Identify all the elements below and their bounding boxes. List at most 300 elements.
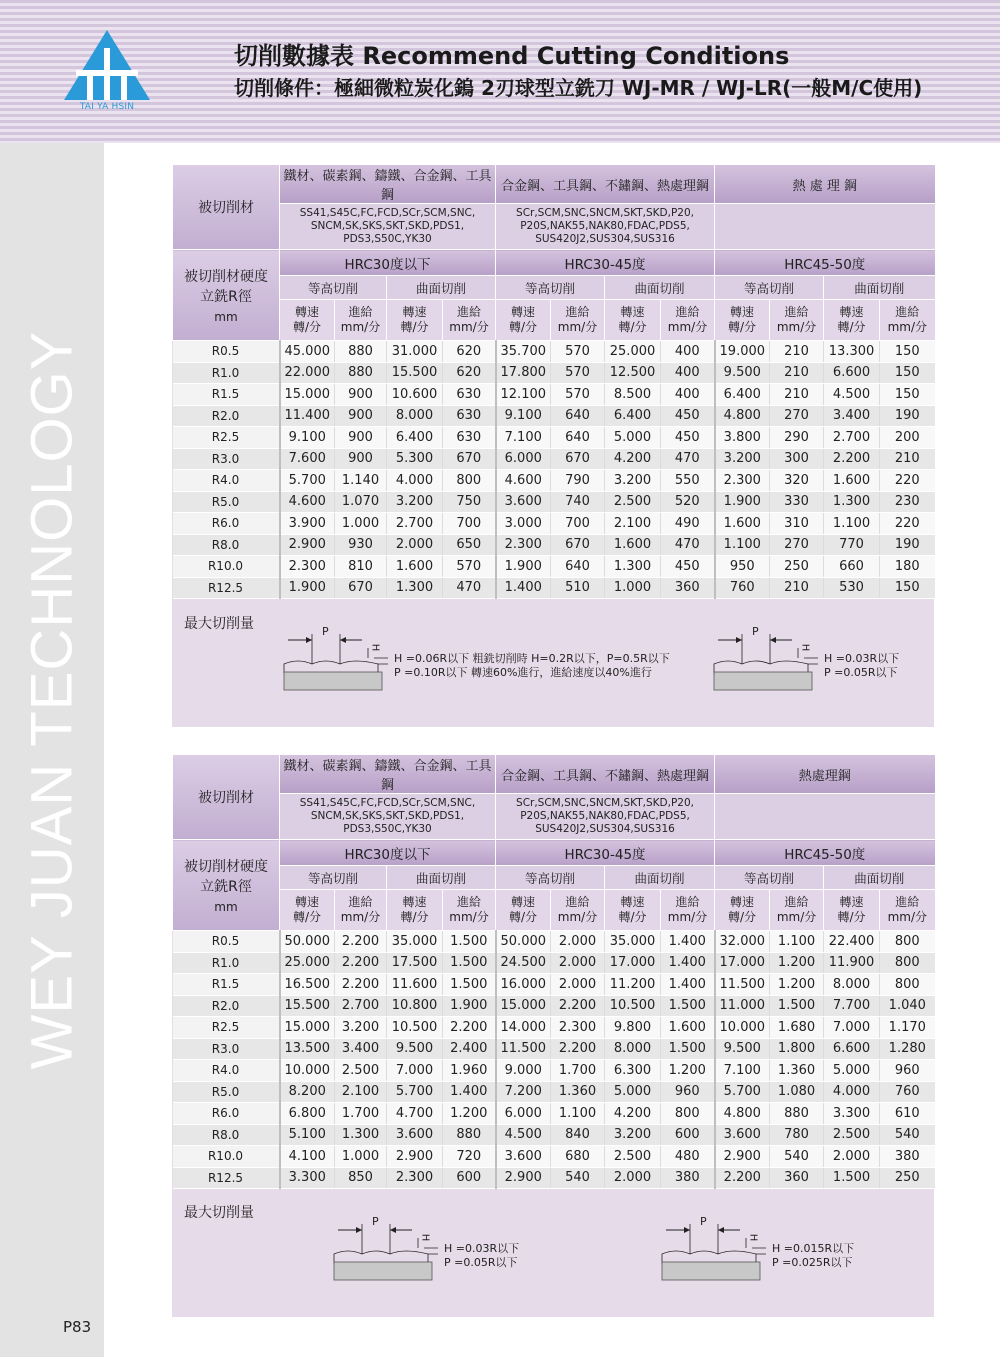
material-group-name: 合金鋼、工具鋼、不鏽鋼、熱處理鋼: [496, 165, 715, 204]
speed-cell: 14.000: [496, 1017, 551, 1039]
speed-cell: 8.000: [824, 974, 880, 996]
feed-cell: 1.200: [443, 1103, 496, 1125]
unit-measure: 轉/分: [400, 910, 429, 924]
speed-cell: 16.500: [280, 974, 335, 996]
feed-cell: 790: [551, 470, 605, 492]
speed-cell: 7.700: [824, 995, 880, 1017]
feed-cell: 800: [880, 931, 935, 953]
speed-cell: 10.500: [605, 995, 661, 1017]
feed-cell: 680: [551, 1146, 605, 1168]
speed-cell: 8.500: [605, 384, 661, 406]
max-cut-diagram-right: [708, 625, 900, 700]
diagram-p-label: P: [322, 625, 329, 638]
company-logo: [62, 28, 152, 108]
unit-name: 進給: [675, 895, 700, 909]
feed-cell: 250: [770, 556, 824, 578]
feed-cell: 150: [880, 577, 935, 599]
radius-label: R2.5: [173, 1017, 280, 1039]
feed-cell: 670: [551, 534, 605, 556]
unit-measure: 轉/分: [508, 320, 538, 334]
feed-cell: 640: [551, 405, 605, 427]
speed-cell: 1.000: [605, 577, 661, 599]
speed-cell: 3.600: [496, 491, 551, 513]
feed-cell: 810: [335, 556, 387, 578]
feed-cell: 2.200: [551, 995, 605, 1017]
hardness-range: HRC45-50度: [715, 250, 935, 276]
radius-label: R6.0: [173, 1103, 280, 1125]
radius-label: R5.0: [173, 1081, 280, 1103]
feed-cell: 2.000: [551, 931, 605, 953]
speed-cell: 31.000: [387, 341, 443, 363]
feed-cell: 1.500: [661, 1038, 715, 1060]
feed-cell: 570: [551, 362, 605, 384]
feed-cell: 1.500: [443, 931, 496, 953]
unit-header: [880, 300, 935, 341]
unit-measure: mm/分: [667, 910, 708, 924]
feed-cell: 200: [880, 427, 935, 449]
hardness-label-line: 立銑R徑: [200, 289, 252, 305]
table-row: [173, 1060, 935, 1082]
speed-cell: 12.100: [496, 384, 551, 406]
cutting-table-section-1: [172, 165, 934, 727]
speed-cell: 3.000: [496, 513, 551, 535]
material-group-name: 鐵材、碳素鋼、鑄鐵、合金鋼、工具鋼: [280, 165, 496, 204]
feed-cell: 1.700: [551, 1060, 605, 1082]
feed-cell: 450: [661, 556, 715, 578]
feed-cell: 2.100: [335, 1081, 387, 1103]
max-cut-note: [444, 1242, 519, 1270]
table-row: [173, 1017, 935, 1039]
material-spec-row: [173, 204, 935, 250]
feed-cell: 2.000: [551, 952, 605, 974]
speed-cell: 770: [824, 534, 880, 556]
cut-type: 曲面切削: [387, 276, 496, 300]
table-row: [173, 384, 935, 406]
cut-profile-diagram: [708, 628, 818, 696]
unit-name: 進給: [348, 895, 373, 909]
feed-cell: 650: [443, 534, 496, 556]
feed-cell: 540: [551, 1167, 605, 1189]
feed-cell: 620: [443, 341, 496, 363]
speed-cell: 7.000: [824, 1017, 880, 1039]
feed-cell: 3.200: [335, 1017, 387, 1039]
speed-cell: 950: [715, 556, 770, 578]
unit-measure: mm/分: [449, 320, 489, 334]
vertical-brand-text: WEY JUAN TECHNOLOGY: [19, 330, 85, 1070]
feed-cell: 2.200: [551, 1038, 605, 1060]
diagram-p-label: P: [372, 1215, 379, 1228]
table-row: [173, 556, 935, 578]
page-title: 切削數據表 Recommend Cutting Conditions: [234, 42, 790, 70]
hardness-label-line: mm: [214, 310, 238, 324]
speed-cell: 15.500: [387, 362, 443, 384]
unit-header: [496, 300, 551, 341]
unit-name: 轉速: [730, 895, 755, 909]
speed-cell: 1.900: [280, 577, 335, 599]
hardness-range: HRC30-45度: [496, 250, 715, 276]
feed-cell: 1.170: [880, 1017, 935, 1039]
material-spec: [280, 794, 496, 840]
speed-cell: 5.700: [280, 470, 335, 492]
table-row: [173, 534, 935, 556]
radius-label: R0.5: [173, 931, 280, 953]
feed-cell: 180: [880, 556, 935, 578]
feed-cell: 620: [443, 362, 496, 384]
unit-header: [661, 890, 715, 931]
feed-cell: 1.500: [443, 974, 496, 996]
unit-name: 轉速: [620, 895, 645, 909]
feed-cell: 230: [880, 491, 935, 513]
speed-cell: 8.000: [605, 1038, 661, 1060]
speed-cell: 1.300: [824, 491, 880, 513]
material-group-name: 合金鋼、工具鋼、不鏽鋼、熱處理鋼: [496, 755, 715, 794]
feed-cell: 520: [661, 491, 715, 513]
speed-cell: 3.400: [824, 405, 880, 427]
feed-cell: 270: [770, 534, 824, 556]
table-row: [173, 427, 935, 449]
feed-cell: 1.900: [443, 995, 496, 1017]
feed-cell: 380: [661, 1167, 715, 1189]
unit-name: 進給: [348, 305, 373, 319]
unit-header: [280, 890, 335, 931]
material-spec: [496, 204, 715, 250]
feed-cell: 800: [661, 1103, 715, 1125]
unit-name: 轉速: [730, 305, 755, 319]
feed-cell: 1.400: [443, 1081, 496, 1103]
speed-cell: 4.800: [715, 405, 770, 427]
feed-cell: 360: [770, 1167, 824, 1189]
cut-type: 曲面切削: [387, 866, 496, 890]
unit-measure: mm/分: [557, 910, 598, 924]
unit-measure: mm/分: [887, 910, 927, 924]
speed-cell: 11.600: [387, 974, 443, 996]
unit-header: [443, 890, 496, 931]
max-cut-note-p: P =0.05R以下: [824, 666, 898, 679]
unit-name: 轉速: [839, 305, 864, 319]
speed-cell: 1.900: [496, 556, 551, 578]
speed-cell: 1.600: [715, 513, 770, 535]
feed-cell: 630: [443, 384, 496, 406]
speed-cell: 2.900: [280, 534, 335, 556]
feed-cell: 190: [880, 405, 935, 427]
speed-cell: 17.800: [496, 362, 551, 384]
speed-cell: 760: [715, 577, 770, 599]
speed-cell: 3.300: [280, 1167, 335, 1189]
speed-cell: 35.000: [387, 931, 443, 953]
radius-label: R1.5: [173, 384, 280, 406]
table-row: [173, 405, 935, 427]
unit-header: [387, 300, 443, 341]
feed-cell: 2.200: [335, 974, 387, 996]
unit-measure: mm/分: [776, 910, 817, 924]
speed-cell: 2.700: [387, 513, 443, 535]
feed-cell: 880: [443, 1124, 496, 1146]
speed-cell: 1.900: [715, 491, 770, 513]
unit-name: 進給: [565, 305, 590, 319]
feed-cell: 900: [335, 427, 387, 449]
speed-cell: 6.300: [605, 1060, 661, 1082]
cut-type: 曲面切削: [824, 866, 935, 890]
feed-cell: 3.400: [335, 1038, 387, 1060]
hardness-label-line: 立銑R徑: [200, 879, 252, 895]
feed-cell: 1.800: [770, 1038, 824, 1060]
speed-cell: 50.000: [280, 931, 335, 953]
max-cut-note: [824, 652, 899, 680]
speed-cell: 1.300: [387, 577, 443, 599]
speed-cell: 15.000: [280, 384, 335, 406]
radius-label: R1.0: [173, 362, 280, 384]
speed-cell: 5.700: [715, 1081, 770, 1103]
speed-cell: 13.500: [280, 1038, 335, 1060]
unit-header: [551, 890, 605, 931]
feed-cell: 2.200: [443, 1017, 496, 1039]
diagram-h-label: H: [799, 643, 811, 652]
feed-cell: 2.700: [335, 995, 387, 1017]
speed-cell: 3.800: [715, 427, 770, 449]
cut-type-row: [173, 866, 935, 890]
radius-label: R4.0: [173, 1060, 280, 1082]
speed-cell: 9.800: [605, 1017, 661, 1039]
feed-cell: 450: [661, 427, 715, 449]
unit-name: 進給: [784, 895, 809, 909]
feed-cell: 600: [443, 1167, 496, 1189]
radius-label: R12.5: [173, 577, 280, 599]
unit-measure: 轉/分: [618, 320, 647, 334]
max-cut-note-h: H =0.015R以下: [772, 1242, 855, 1255]
material-spec-row: [173, 794, 935, 840]
speed-cell: 25.000: [280, 952, 335, 974]
speed-cell: 11.500: [496, 1038, 551, 1060]
table-row: [173, 931, 935, 953]
unit-header: [496, 890, 551, 931]
feed-cell: 2.300: [551, 1017, 605, 1039]
diagram-h-label: H: [419, 1233, 431, 1242]
speed-cell: 2.900: [387, 1146, 443, 1168]
speed-cell: 15.000: [280, 1017, 335, 1039]
speed-cell: 10.600: [387, 384, 443, 406]
hardness-label: [173, 250, 280, 341]
speed-cell: 16.000: [496, 974, 551, 996]
speed-cell: 5.000: [605, 1081, 661, 1103]
speed-cell: 6.000: [496, 448, 551, 470]
diagram-p-label: P: [700, 1215, 707, 1228]
feed-cell: 670: [443, 448, 496, 470]
radius-label: R4.0: [173, 470, 280, 492]
material-spec-line: SUS420J2,SUS304,SUS316: [535, 233, 675, 245]
feed-cell: 510: [551, 577, 605, 599]
feed-cell: 1.200: [661, 1060, 715, 1082]
unit-name: 轉速: [839, 895, 864, 909]
material-spec-line: SCr,SCM,SNC,SNCM,SKT,SKD,P20,: [516, 797, 695, 809]
unit-header: [770, 300, 824, 341]
material-spec: [715, 794, 935, 840]
speed-cell: 6.600: [824, 1038, 880, 1060]
unit-header: [824, 890, 880, 931]
unit-name: 進給: [457, 895, 482, 909]
speed-cell: 6.400: [715, 384, 770, 406]
feed-cell: 360: [661, 577, 715, 599]
feed-cell: 1.400: [661, 974, 715, 996]
speed-cell: 8.200: [280, 1081, 335, 1103]
speed-cell: 3.200: [387, 491, 443, 513]
speed-cell: 35.000: [605, 931, 661, 953]
speed-cell: 4.000: [824, 1081, 880, 1103]
max-cut-note: [394, 652, 670, 680]
unit-measure: 轉/分: [728, 320, 757, 334]
unit-header: [280, 300, 335, 341]
unit-header: [335, 300, 387, 341]
speed-cell: 13.300: [824, 341, 880, 363]
speed-cell: 9.500: [387, 1038, 443, 1060]
cut-type: 等高切削: [280, 276, 387, 300]
feed-cell: 840: [551, 1124, 605, 1146]
speed-cell: 19.000: [715, 341, 770, 363]
feed-cell: 380: [880, 1146, 935, 1168]
speed-cell: 6.600: [824, 362, 880, 384]
speed-cell: 9.500: [715, 1038, 770, 1060]
radius-label: R2.0: [173, 995, 280, 1017]
feed-cell: 2.500: [335, 1060, 387, 1082]
table-row: [173, 448, 935, 470]
speed-cell: 1.600: [824, 470, 880, 492]
speed-cell: 9.100: [280, 427, 335, 449]
unit-name: 進給: [565, 895, 590, 909]
speed-cell: 7.200: [496, 1081, 551, 1103]
speed-cell: 2.700: [824, 427, 880, 449]
table-row: [173, 1124, 935, 1146]
page-subtitle: 切削條件：極細微粒炭化鎢 2刃球型立銑刀 WJ-MR / WJ-LR(一般M/C使用): [234, 76, 923, 100]
speed-cell: 4.200: [605, 448, 661, 470]
speed-cell: 2.900: [496, 1167, 551, 1189]
speed-cell: 2.300: [387, 1167, 443, 1189]
feed-cell: 400: [661, 384, 715, 406]
material-spec-line: SNCM,SK,SKS,SKT,SKD,PDS1,: [310, 220, 465, 232]
feed-cell: 760: [880, 1081, 935, 1103]
speed-cell: 2.900: [715, 1146, 770, 1168]
cut-type: 曲面切削: [824, 276, 935, 300]
speed-cell: 2.300: [280, 556, 335, 578]
max-cut-diagram-left: [278, 625, 670, 700]
diagram-p-label: P: [752, 625, 759, 638]
feed-cell: 850: [335, 1167, 387, 1189]
unit-header: [387, 890, 443, 931]
table-row: [173, 577, 935, 599]
unit-measure: 轉/分: [292, 320, 322, 334]
speed-cell: 1.300: [605, 556, 661, 578]
feed-cell: 1.040: [880, 995, 935, 1017]
feed-cell: 880: [335, 362, 387, 384]
feed-cell: 250: [880, 1167, 935, 1189]
speed-cell: 3.900: [280, 513, 335, 535]
max-cut-note-h: H =0.03R以下: [444, 1242, 520, 1255]
speed-cell: 4.800: [715, 1103, 770, 1125]
feed-cell: 210: [770, 577, 824, 599]
feed-cell: 330: [770, 491, 824, 513]
unit-measure: mm/分: [449, 910, 489, 924]
radius-label: R10.0: [173, 556, 280, 578]
cut-profile-diagram: [656, 1218, 766, 1286]
unit-measure: mm/分: [667, 320, 708, 334]
table-row: [173, 1167, 935, 1189]
radius-label: R2.5: [173, 427, 280, 449]
speed-cell: 3.200: [715, 448, 770, 470]
cut-type: 等高切削: [496, 866, 605, 890]
feed-cell: 470: [443, 577, 496, 599]
unit-measure: mm/分: [887, 320, 928, 334]
material-spec-line: SS41,S45C,FC,FCD,SCr,SCM,SNC,: [299, 207, 476, 219]
speed-cell: 2.000: [824, 1146, 880, 1168]
speed-cell: 3.300: [824, 1103, 880, 1125]
feed-cell: 1.400: [661, 931, 715, 953]
feed-cell: 640: [551, 427, 605, 449]
material-group-name: 熱處理鋼: [715, 755, 935, 794]
unit-measure: mm/分: [557, 320, 598, 334]
feed-cell: 400: [661, 362, 715, 384]
unit-name: 轉速: [620, 305, 645, 319]
speed-cell: 9.000: [496, 1060, 551, 1082]
radius-label: R8.0: [173, 1124, 280, 1146]
material-spec: [280, 204, 496, 250]
speed-cell: 35.700: [496, 341, 551, 363]
unit-header: [335, 890, 387, 931]
speed-cell: 4.700: [387, 1103, 443, 1125]
feed-cell: 1.360: [770, 1060, 824, 1082]
unit-name: 進給: [784, 305, 809, 319]
speed-cell: 2.500: [824, 1124, 880, 1146]
hardness-range: HRC45-50度: [715, 840, 935, 866]
table-row: [173, 995, 935, 1017]
unit-measure: 轉/分: [837, 320, 866, 334]
speed-cell: 4.100: [280, 1146, 335, 1168]
unit-header: [605, 890, 661, 931]
unit-measure: 轉/分: [618, 910, 647, 924]
feed-cell: 1.500: [661, 995, 715, 1017]
speed-cell: 1.500: [824, 1167, 880, 1189]
cutting-table-section-2: [172, 755, 934, 1317]
feed-cell: 960: [661, 1081, 715, 1103]
speed-cell: 17.000: [715, 952, 770, 974]
feed-cell: 1.300: [335, 1124, 387, 1146]
unit-header: [715, 890, 770, 931]
hardness-label-line: 被切削材硬度: [184, 859, 268, 875]
unit-header: [605, 300, 661, 341]
feed-cell: 190: [880, 534, 935, 556]
material-spec-line: SS41,S45C,FC,FCD,SCr,SCM,SNC,: [299, 797, 476, 809]
feed-cell: 570: [443, 556, 496, 578]
page-number: P83: [63, 1318, 92, 1336]
speed-cell: 1.600: [605, 534, 661, 556]
speed-cell: 2.200: [715, 1167, 770, 1189]
feed-cell: 470: [661, 534, 715, 556]
feed-cell: 150: [880, 362, 935, 384]
speed-cell: 2.500: [605, 491, 661, 513]
unit-measure: mm/分: [340, 320, 381, 334]
speed-cell: 22.000: [280, 362, 335, 384]
feed-cell: 150: [880, 384, 935, 406]
max-cut-diagram-right: [656, 1215, 855, 1290]
unit-measure: mm/分: [340, 910, 381, 924]
speed-cell: 2.300: [496, 534, 551, 556]
speed-cell: 12.500: [605, 362, 661, 384]
cut-type: 曲面切削: [605, 866, 715, 890]
table-row: [173, 362, 935, 384]
radius-label: R12.5: [173, 1167, 280, 1189]
unit-row: [173, 300, 935, 341]
feed-cell: 1.200: [770, 952, 824, 974]
max-cut-note: [772, 1242, 854, 1270]
speed-cell: 5.000: [605, 427, 661, 449]
speed-cell: 3.600: [715, 1124, 770, 1146]
